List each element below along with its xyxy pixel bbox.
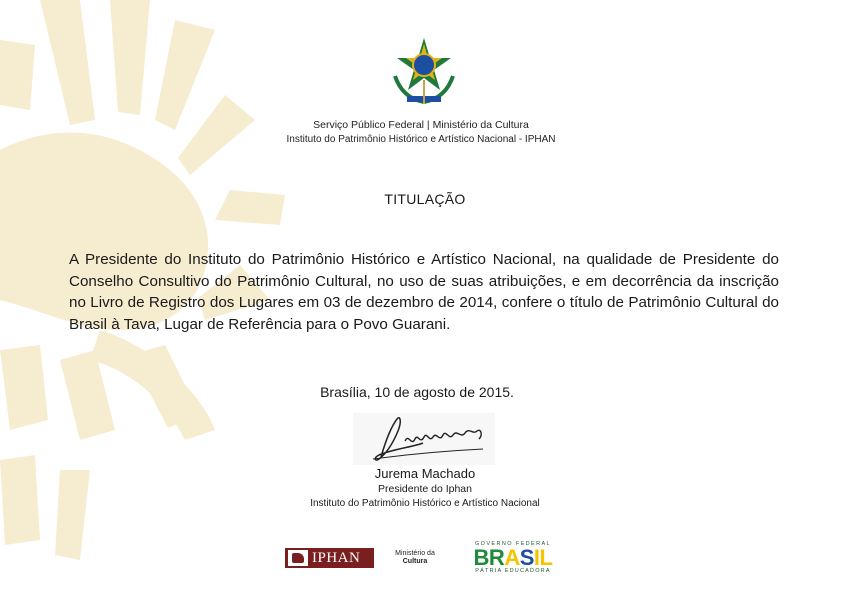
iphan-logo-text: IPHAN bbox=[312, 549, 361, 566]
place-date: Brasília, 10 de agosto de 2015. bbox=[320, 384, 514, 400]
gov-logo-bottom: PÁTRIA EDUCADORA bbox=[475, 568, 551, 574]
signatory-role: Presidente do Iphan bbox=[378, 483, 472, 495]
iphan-mark-icon bbox=[288, 550, 308, 566]
gov-word-part: A bbox=[504, 545, 520, 570]
iphan-logo bbox=[285, 548, 374, 568]
gov-word-part: BR bbox=[473, 545, 505, 570]
minc-logo-line1: Ministério da bbox=[395, 550, 435, 557]
gov-word-part: IL bbox=[533, 545, 553, 570]
coat-of-arms-icon bbox=[389, 36, 459, 108]
governo-federal-brasil-logo bbox=[460, 541, 566, 575]
signatory-name: Jurema Machado bbox=[374, 466, 476, 481]
minc-logo-line2: Cultura bbox=[402, 558, 428, 565]
header-ministry-line: Serviço Público Federal | Ministério da Cultura bbox=[313, 119, 529, 131]
signatory-institution: Instituto do Patrimônio Histórico e Artístico Nacional bbox=[310, 498, 540, 509]
gov-word-part: S bbox=[519, 545, 534, 570]
gov-logo-top: GOVERNO FEDERAL bbox=[474, 541, 551, 547]
gov-logo-word bbox=[460, 545, 566, 570]
handwritten-signature bbox=[353, 413, 495, 465]
certificate-body: A Presidente do Instituto do Patrimônio Histórico e Artístico Nacional, na qualidade de Presidente do Conselho Consultivo do Patrimônio Cultural, no uso de suas atribuições, e em decorrência da inscrição no Livro de Registro dos Lugares em 03 de dezembro de 2014, confere o título de Patrimônio Cultural do Brasil à Tava, Lugar de Referência para o Povo Guarani. bbox=[69, 251, 779, 333]
header-institute-line: Instituto do Patrimônio Histórico e Artístico Nacional - IPHAN bbox=[286, 134, 556, 145]
ministerio-cultura-logo bbox=[390, 550, 440, 566]
document-title: TITULAÇÃO bbox=[384, 191, 466, 207]
